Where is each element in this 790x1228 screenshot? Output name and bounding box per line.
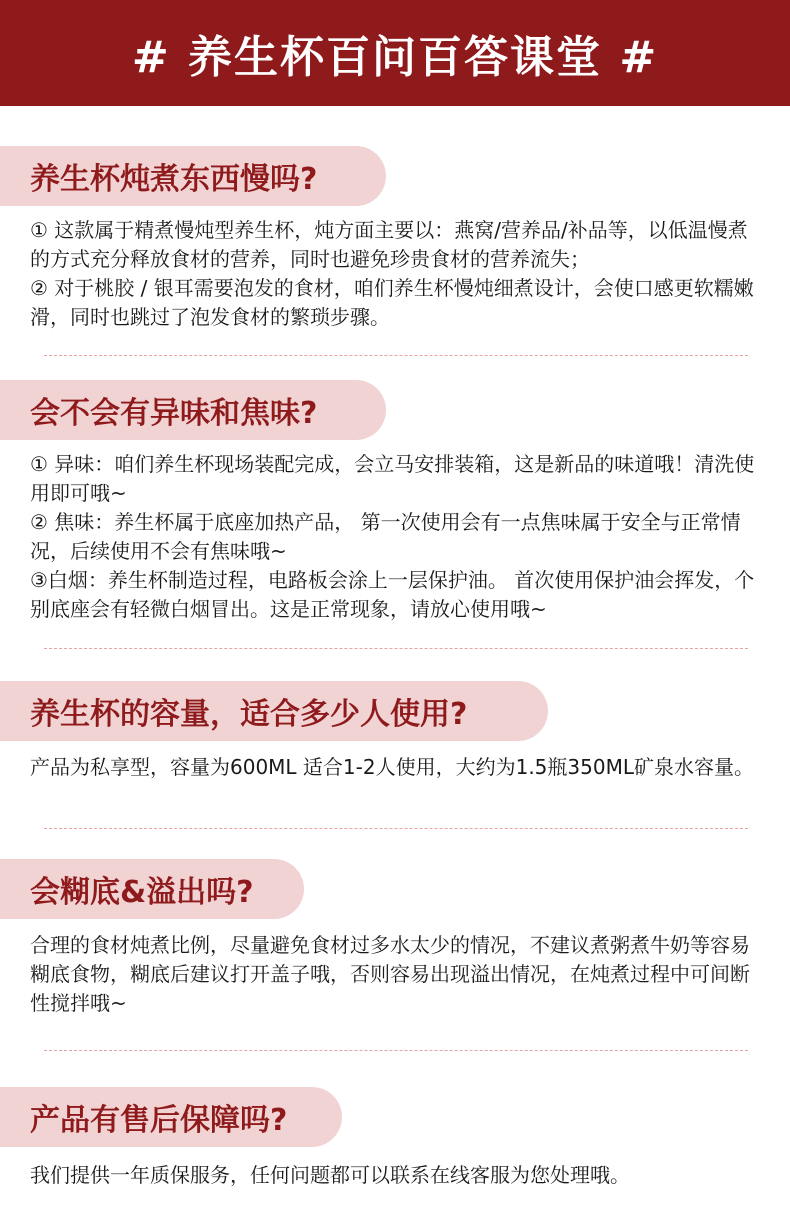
answer-line: 产品为私享型，容量为600ML 适合1-2人使用，大约为1.5瓶350ML矿泉水容量。 [30, 755, 754, 779]
answer-line: 合理的食材炖煮比例，尽量避免食材过多水太少的情况，不建议煮粥煮牛奶等容易糊底食物，糊底后建议打开盖子哦，否则容易出现溢出情况，在炖煮过程中可间断性搅拌哦~ [30, 933, 750, 1015]
question-title: 会糊底&溢出吗? [30, 875, 254, 910]
answer-text [30, 450, 765, 624]
question-pill [0, 681, 548, 741]
dashed-divider [44, 355, 748, 356]
question-title: 养生杯的容量，适合多少人使用? [30, 697, 468, 732]
question-pill [0, 859, 304, 919]
answer-line: ③白烟：养生杯制造过程，电路板会涂上一层保护油。 首次使用保护油会挥发，个别底座会有轻微白烟冒出。这是正常现象，请放心使用哦~ [30, 568, 755, 621]
question-title: 会不会有异味和焦味? [30, 396, 318, 431]
dashed-divider [44, 648, 748, 649]
answer-line: 我们提供一年质保服务，任何问题都可以联系在线客服为您处理哦。 [30, 1163, 630, 1187]
header-banner [0, 0, 790, 106]
answer-text [30, 931, 765, 1018]
answer-line: ① 这款属于精煮慢炖型养生杯，炖方面主要以：燕窝/营养品/补品等，以低温慢煮的方式充分释放食材的营养，同时也避免珍贵食材的营养流失； [30, 218, 748, 271]
page-title: # 养生杯百问百答课堂 # [131, 32, 659, 83]
dashed-divider [44, 1050, 748, 1051]
answer-line: ② 对于桃胶 / 银耳需要泡发的食材，咱们养生杯慢炖细煮设计，会使口感更软糯嫩滑，同时也跳过了泡发食材的繁琐步骤。 [30, 276, 754, 329]
question-title: 产品有售后保障吗? [30, 1103, 288, 1138]
answer-text [30, 753, 765, 782]
answer-text [30, 216, 765, 332]
question-pill [0, 380, 386, 440]
question-pill [0, 1087, 342, 1147]
answer-line: ② 焦味：养生杯属于底座加热产品， 第一次使用会有一点焦味属于安全与正常情况，后续使用不会有焦味哦~ [30, 510, 741, 563]
question-title: 养生杯炖煮东西慢吗? [30, 162, 318, 197]
dashed-divider [44, 828, 748, 829]
question-pill [0, 146, 386, 206]
answer-line: ① 异味：咱们养生杯现场装配完成，会立马安排装箱，这是新品的味道哦！清洗使用即可哦~ [30, 452, 755, 505]
answer-text [30, 1161, 765, 1190]
